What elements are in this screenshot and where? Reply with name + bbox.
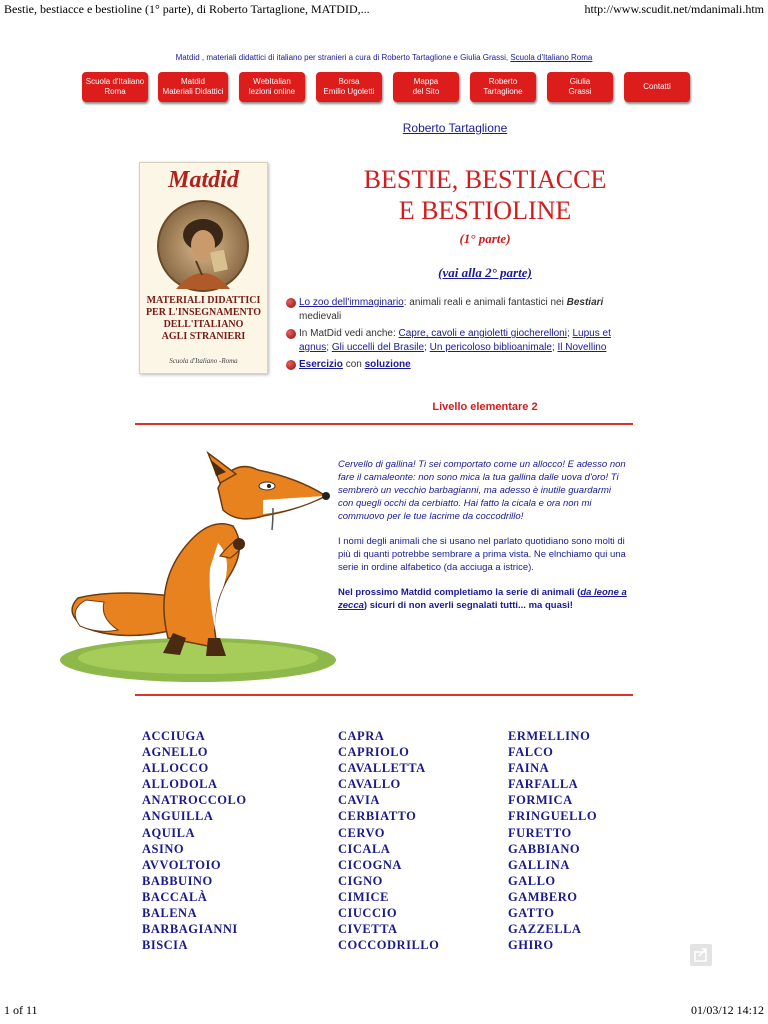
list-item: FURETTO [508, 825, 572, 840]
list-item: GAZZELLA [508, 922, 582, 937]
list-item: CERBIATTO [338, 809, 417, 824]
bullet-icon [286, 360, 296, 370]
list-item: CIUCCIO [338, 906, 398, 921]
list-item: BISCIA [142, 938, 189, 953]
list-item: In MatDid vedi anche: Capre, cavoli e angioletti giocherelloni; Lupus et agnus; Gli uccelli del Brasile; Un pericoloso biblioanimale; Il Novellino [285, 327, 630, 355]
share-icon[interactable] [690, 944, 712, 966]
list-item: ANATROCCOLO [142, 793, 247, 808]
author-link[interactable]: Roberto Tartaglione [402, 121, 508, 135]
list-item: ACCIUGA [142, 729, 206, 743]
see-link-capre[interactable]: Capre, cavoli e angioletti giocherelloni [398, 328, 567, 339]
book-brand: Matdid [168, 167, 239, 193]
list-item: FALCO [508, 745, 554, 760]
list-item: CAVALLETTA [338, 761, 426, 776]
title-part: (1° parte) [459, 231, 511, 246]
story-body: I nomi degli animali che si usano nel parlato quotidiano sono molti di più di quanti potrebbe sembrare a prima vista. Ne elnchiamo qui una serie in ordine alfabetico (da acciuga a istrice). [338, 536, 626, 573]
story-next: Nel prossimo Matdid completiamo la serie di animali (da leone a zecca) sicuri di non averli segnalati tutti... ma quasi! [338, 587, 627, 611]
list-item: BABBUINO [142, 873, 213, 888]
list-item: AQUILA [142, 825, 196, 840]
nav-giulia-button[interactable]: Giulia Grassi [547, 72, 613, 102]
nav-webitalian-button[interactable]: WebItalian lezioni online [239, 72, 305, 102]
intro-school-link[interactable]: Scuola d'Italiano Roma [510, 53, 593, 62]
list-item: CIMICE [338, 889, 389, 904]
list-item: GHIRO [508, 938, 554, 953]
list-item: ASINO [142, 841, 185, 856]
list-item: CAPRIOLO [338, 745, 410, 760]
list-item: FAINA [508, 761, 550, 776]
level-label: Livello elementare 2 [432, 401, 538, 413]
list-item: GATTO [508, 906, 555, 921]
see-link-biblioanimale[interactable]: Un pericoloso biblioanimale [429, 342, 552, 353]
list-item: CERVO [338, 825, 385, 840]
story-quote: Cervello di gallina! Ti sei comportato come un allocco! E adesso non fare il camaleonte: non sono mica la tua gallina dalle uova d'oro! Ti sembrerò un vecchio barbagianni, ma adesso è inutile guardarmi con quegli occhi da cerbiatto. Hai fatto la cicala e ora non mi commuovo per le tue lacrime da coccodrillo! [338, 459, 626, 522]
list-item: CAVIA [338, 793, 380, 808]
bullet-icon [286, 298, 296, 308]
bullet-icon [286, 329, 296, 339]
list-item: ALLODOLA [142, 777, 218, 792]
nav-contatti-button[interactable]: Contatti [624, 72, 690, 102]
related-items [285, 296, 630, 375]
divider [135, 423, 633, 425]
list-item: Esercizio con soluzione [285, 358, 630, 372]
next-link[interactable]: da leone a zecca [338, 587, 627, 611]
list-item: AGNELLO [142, 745, 209, 760]
list-item: GAMBERO [508, 889, 578, 904]
print-datetime: 01/03/12 14:12 [690, 1003, 764, 1017]
book-subtitle: MATERIALI DIDATTICI PER L'INSEGNAMENTO DELL'ITALIANO AGLI STRANIERI [145, 295, 262, 342]
list-item: GALLINA [508, 857, 570, 872]
list-item: CICOGNA [338, 857, 402, 872]
list-item: COCCODRILLO [338, 938, 440, 953]
list-item: FRINGUELLO [508, 809, 598, 824]
nav-mappa-button[interactable]: Mappa del Sito [393, 72, 459, 102]
list-item: BARBAGIANNI [142, 922, 238, 937]
matdid-book-cover [139, 162, 268, 374]
list-item: BALENA [142, 906, 198, 921]
nav-roberto-button[interactable]: Roberto Tartaglione [470, 72, 536, 102]
print-title: Bestie, bestiacce e bestioline (1° parte), di Roberto Tartaglione, MATDID,... [4, 2, 370, 16]
nav-scuola-button[interactable]: Scuola d'Italiano Roma [82, 72, 148, 102]
divider [135, 694, 633, 696]
list-item: Lo zoo dell'immaginario: animali reali e animali fantastici nei Bestiari medievali [285, 296, 630, 324]
list-item: ALLOCCO [142, 761, 209, 776]
nav-borsa-button[interactable]: Borsa Emilio Ugoletti [316, 72, 382, 102]
list-item: ANGUILLA [142, 809, 214, 824]
nav-bar [82, 72, 692, 104]
animal-column-2 [338, 728, 439, 953]
zoo-link[interactable]: Lo zoo dell'immaginario [299, 297, 404, 308]
see-link-lupus[interactable]: Lupus et agnus [299, 328, 611, 353]
see-link-novellino[interactable]: Il Novellino [557, 342, 607, 353]
book-school: Scuola d'Italiano -Roma [169, 357, 238, 365]
list-item: CIGNO [338, 873, 383, 888]
print-page: 1 of 11 [4, 1003, 38, 1017]
fox-illustration [58, 448, 338, 688]
print-url: http://www.scudit.net/mdanimali.htm [584, 2, 764, 16]
animal-column-1 [142, 728, 247, 953]
list-item: AVVOLTOIO [142, 857, 222, 872]
animal-column-3 [508, 728, 597, 953]
page-title: BESTIE, BESTIACCE E BESTIOLINE (1° parte) [290, 164, 680, 248]
nav-matdid-button[interactable]: Matdid Materiali Didattici [158, 72, 228, 102]
list-item: ERMELLINO [508, 729, 591, 743]
list-item: CICALA [338, 841, 391, 856]
list-item: BACCALÀ [142, 889, 208, 904]
list-item: FORMICA [508, 793, 573, 808]
list-item: CAPRA [338, 729, 385, 743]
part2-link[interactable]: (vai alla 2° parte) [438, 265, 532, 280]
intro-line [0, 53, 768, 62]
list-item: CIVETTA [338, 922, 398, 937]
exercise-link[interactable]: Esercizio [299, 359, 343, 370]
portrait-medallion-image [156, 199, 250, 293]
list-item: GABBIANO [508, 841, 581, 856]
story-text [338, 458, 628, 624]
list-item: GALLO [508, 873, 556, 888]
list-item: CAVALLO [338, 777, 401, 792]
intro-text: Matdid , materiali didattici di italiano per stranieri a cura di Roberto Tartaglione e Giulia Grassi, [175, 53, 509, 62]
see-link-uccelli[interactable]: Gli uccelli del Brasile [331, 342, 425, 353]
list-item: FARFALLA [508, 777, 579, 792]
solution-link[interactable]: soluzione [364, 359, 411, 370]
